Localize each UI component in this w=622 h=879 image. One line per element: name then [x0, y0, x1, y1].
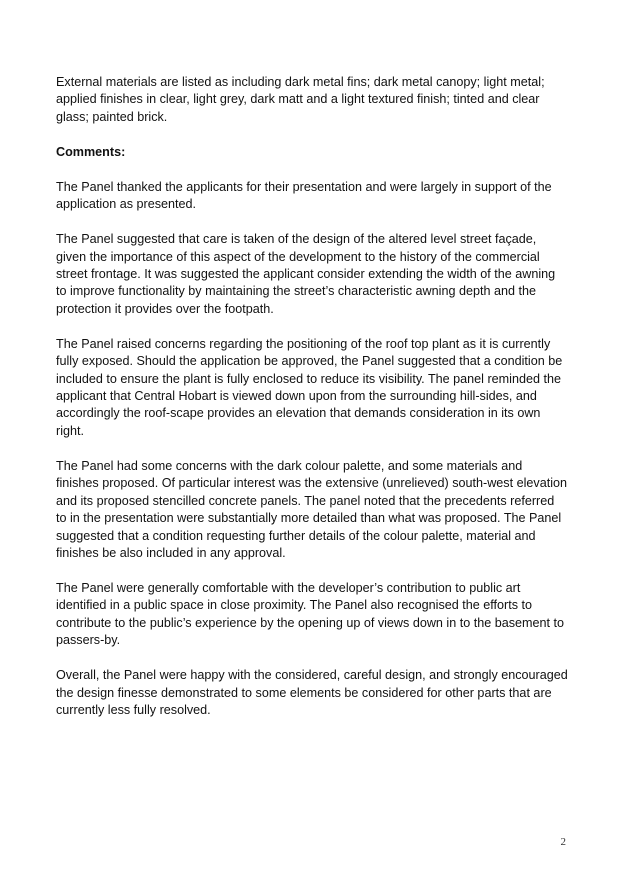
comments-heading: Comments:: [56, 144, 126, 159]
document-body: [56, 74, 568, 737]
external-materials-paragraph: External materials are listed as including dark metal fins; dark metal canopy; light metal; applied finishes in clear, light grey, dark matt and a light textured finish; tinted and clear glass; painted brick.: [56, 75, 545, 124]
page-number: 2: [560, 836, 566, 848]
comment-paragraph-street-facade: The Panel suggested that care is taken of the design of the altered level street façade, given the importance of this aspect of the development to the history of the commercial street frontage. It was suggested the applicant consider extending the width of the awning to improve functionality by maintaining the street’s characteristic awning depth and the protection it provides over the footpath.: [56, 232, 556, 316]
comment-paragraph-overall: Overall, the Panel were happy with the considered, careful design, and strongly encouraged the design finesse demonstrated to some elements be considered for other parts that are currently less fully resolved.: [56, 668, 568, 717]
comment-paragraph-roof-plant: The Panel raised concerns regarding the positioning of the roof top plant as it is currently fully exposed. Should the application be approved, the Panel suggested that a condition be included to ensure the plant is fully enclosed to reduce its visibility. The panel reminded the applicant that Central Hobart is viewed down upon from the surrounding hill-sides, and accordingly the roof-scape provides an elevation that demands consideration in its own right.: [56, 336, 563, 438]
comment-paragraph-presentation: The Panel thanked the applicants for their presentation and were largely in support of the application as presented.: [56, 179, 552, 212]
comment-paragraph-colour-palette: The Panel had some concerns with the dark colour palette, and some materials and finishes proposed. Of particular interest was the extensive (unrelieved) south-west elevation and its proposed stencilled concrete panels. The panel noted that the precedents referred to in the presentation were substantially more detailed than what was proposed. The Panel suggested that a condition requesting further details of the colour palette, material and finishes be also included in any approval.: [56, 458, 568, 560]
comment-paragraph-public-art: The Panel were generally comfortable with the developer’s contribution to public art identified in a public space in close proximity. The Panel also recognised the efforts to contribute to the public’s experience by the opening up of views down in to the basement to passers-by.: [56, 580, 565, 648]
